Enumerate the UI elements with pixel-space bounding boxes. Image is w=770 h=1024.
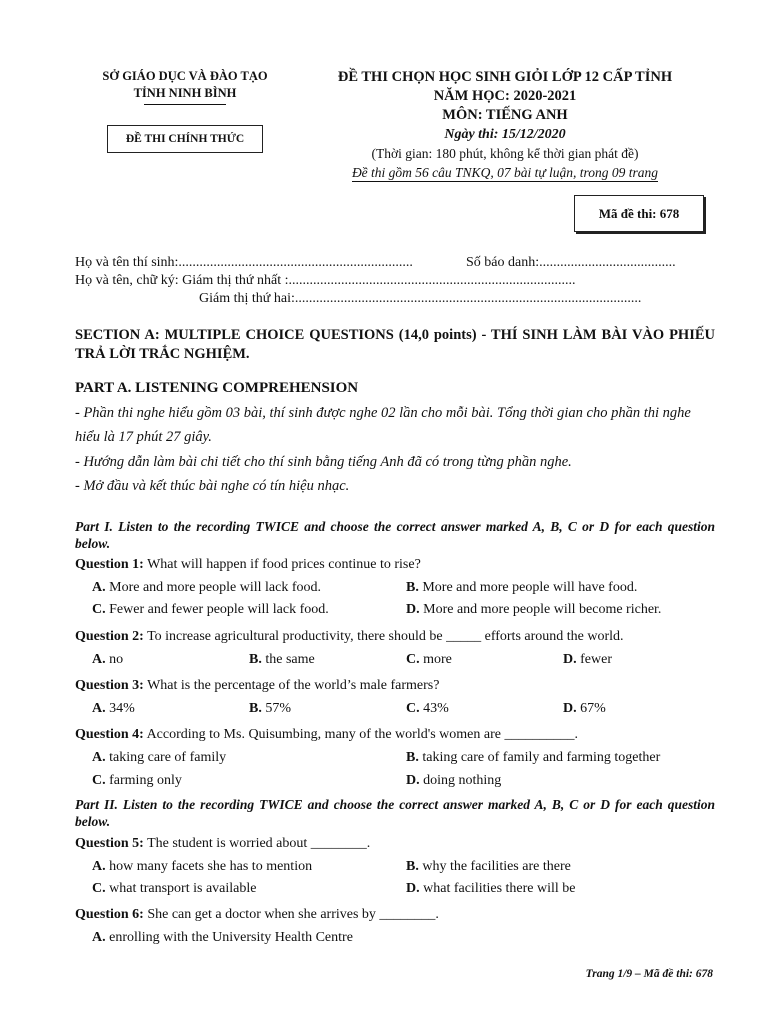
school-year: NĂM HỌC: 2020-2021 [433, 88, 577, 104]
option-d: D. what facilities there will be [406, 881, 576, 896]
option-b: B. More and more people will have food. [406, 580, 638, 595]
part-1-heading: Part I. Listen to the recording TWICE and choose the correct answer marked A, B, C or D for each question below. [75, 519, 715, 551]
exam-duration: (Thời gian: 180 phút, không kể thời gian phát đề) [371, 146, 639, 161]
option-c: C. Fewer and fewer people will lack food. [92, 602, 329, 617]
exam-code: Mã đề thi: 678 [574, 195, 704, 232]
option-d: D. 67% [563, 701, 606, 716]
page-footer: Trang 1/9 – Mã đề thi: 678 [585, 968, 713, 980]
option-a: A. no [92, 652, 124, 667]
option-c: C. 43% [406, 701, 449, 716]
part-2-heading: Part II. Listen to the recording TWICE and choose the correct answer marked A, B, C or D for each question below. [75, 797, 715, 829]
question-5: Question 5: The student is worried about ________. [75, 836, 371, 851]
listening-note: - Mở đầu và kết thúc bài nghe có tín hiệu nhạc. [75, 478, 350, 494]
option-d: D. doing nothing [406, 773, 502, 788]
supervisor-two-field: Giám thị thứ hai:................................................................................................... [199, 291, 642, 306]
option-c: C. what transport is available [92, 881, 257, 896]
option-b: B. why the facilities are there [406, 859, 571, 874]
subject: MÔN: TIẾNG ANH [442, 107, 568, 123]
question-2: Question 2: To increase agricultural productivity, there should be _____ efforts around the world. [75, 629, 624, 644]
option-a: A. taking care of family [92, 750, 227, 765]
option-b: B. 57% [249, 701, 292, 716]
option-b: B. taking care of family and farming together [406, 750, 661, 765]
option-b: B. the same [249, 652, 315, 667]
candidate-name-field: Họ và tên thí sinh:................................................................... [75, 255, 413, 270]
department-name: SỞ GIÁO DỤC VÀ ĐÀO TẠO [102, 69, 268, 83]
listening-note: - Phần thi nghe hiểu gồm 03 bài, thí sinh được nghe 02 lần cho mỗi bài. Tổng thời gian cho phần thi nghe hiểu là 17 phút 27 giây. [75, 405, 691, 445]
section-a-heading: SECTION A: MULTIPLE CHOICE QUESTIONS (14,0 points) - THÍ SINH LÀM BÀI VÀO PHIẾU TRẢ LỜI TRẮC NGHIỆM. [75, 327, 715, 362]
official-exam-label: ĐỀ THI CHÍNH THỨC [107, 125, 263, 153]
option-c: C. more [406, 652, 452, 667]
question-4: Question 4: According to Ms. Quisumbing, many of the world's women are __________. [75, 727, 578, 742]
divider [144, 104, 226, 105]
question-6: Question 6: She can get a doctor when she arrives by ________. [75, 907, 439, 922]
exam-date: Ngày thi: 15/12/2020 [444, 127, 566, 142]
question-3: Question 3: What is the percentage of the world’s male farmers? [75, 678, 440, 693]
option-d: D. fewer [563, 652, 612, 667]
option-a: A. 34% [92, 701, 135, 716]
option-a: A. More and more people will lack food. [92, 580, 322, 595]
option-c: C. farming only [92, 773, 182, 788]
supervisor-one-field: Họ và tên, chữ ký: Giám thị thứ nhất :.................................................................................. [75, 273, 576, 288]
candidate-number-field: Số báo danh:....................................... [466, 255, 676, 270]
exam-composition: Đề thi gồm 56 câu TNKQ, 07 bài tự luận, trong 09 trang [351, 165, 659, 180]
header-left [75, 68, 295, 105]
listening-note: - Hướng dẫn làm bài chi tiết cho thí sinh bằng tiếng Anh đã có trong từng phần nghe. [75, 454, 572, 470]
part-a-title: PART A. LISTENING COMPREHENSION [75, 380, 359, 396]
header-right [300, 68, 710, 182]
exam-title: ĐỀ THI CHỌN HỌC SINH GIỎI LỚP 12 CẤP TỈNH [337, 69, 673, 85]
question-1: Question 1: What will happen if food prices continue to rise? [75, 557, 421, 572]
option-d: D. More and more people will become richer. [406, 602, 662, 617]
province-name: TỈNH NINH BÌNH [133, 86, 237, 100]
option-a: A. enrolling with the University Health Centre [92, 930, 353, 945]
option-a: A. how many facets she has to mention [92, 859, 313, 874]
